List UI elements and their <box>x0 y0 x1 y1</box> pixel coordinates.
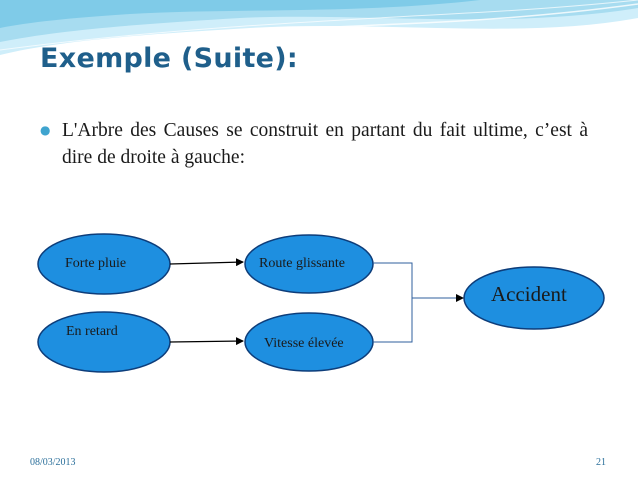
label-vitesse-elevee: Vitesse élevée <box>264 336 344 351</box>
connector-vitesse-elevee <box>373 298 412 342</box>
footer-date: 08/03/2013 <box>30 457 76 468</box>
label-accident: Accident <box>491 282 567 306</box>
connector-route-glissante <box>373 263 412 298</box>
label-forte-pluie: Forte pluie <box>65 256 127 271</box>
bullet-text: L'Arbre des Causes se construit en partant du fait ultime, c’est à dire de droite à gauche: <box>62 120 588 168</box>
label-en-retard: En retard <box>66 324 118 339</box>
page-number: 21 <box>596 457 606 468</box>
label-route-glissante: Route glissante <box>259 256 345 271</box>
node-en-retard <box>38 312 170 372</box>
slide-title: Exemple (Suite): <box>40 43 299 74</box>
arrow-forte-pluie-to-route-glissante <box>170 262 243 264</box>
arrow-en-retard-to-vitesse-elevee <box>170 341 243 342</box>
bullet-icon: ● <box>40 123 51 137</box>
